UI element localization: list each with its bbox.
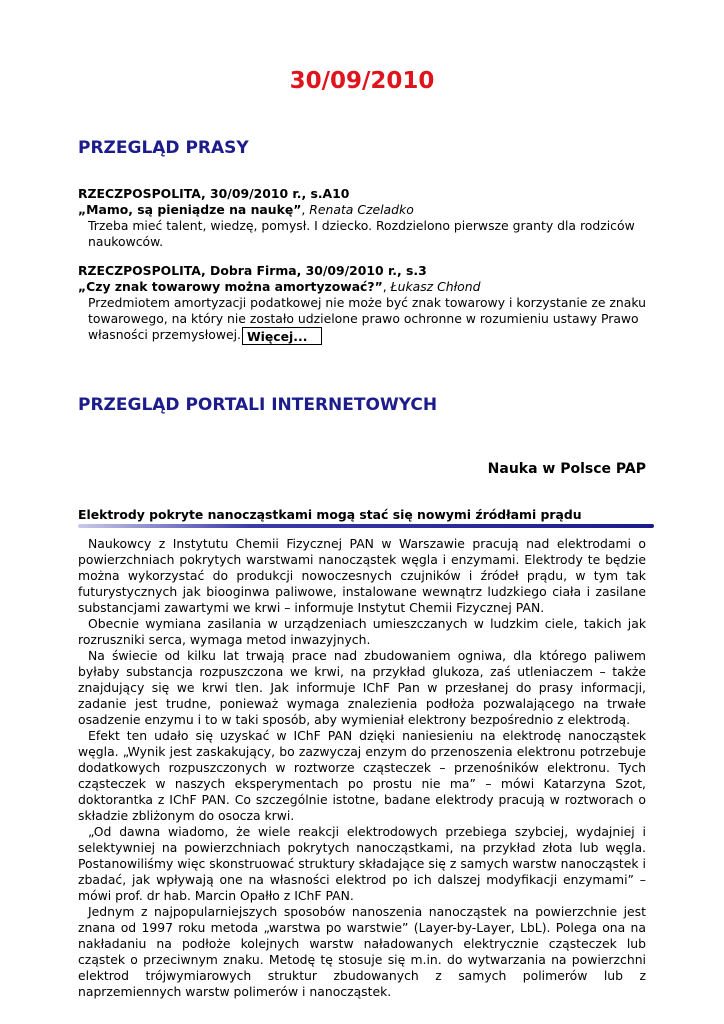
article-paragraph: Naukowcy z Instytutu Chemii Fizycznej PAN w Warszawie pracują nad elektrodami o powierzchniach pokrytych warstwami nanocząstek węgla i enzymami. Elektrody te będzie można wykorzystać do produkcji nowoczesnych czujników i źródeł prądu, w tym tak futurystycznych jak biooginwa paliwowe, instalowane wewnątrz ludzkiego ciała i zasilane substancjami zawartymi we krwi – informuje Instytut Chemii Fizycznej PAN.	[78, 536, 646, 615]
press-lead: Przedmiotem amortyzacji podatkowej nie może być znak towarowy i korzystanie ze znaku towarowego, na który nie zostało udzielone prawo ochronne w rozumieniu ustawy Prawo własności przemysłowej.	[88, 295, 647, 342]
press-review-heading: PRZEGLĄD PRASY	[78, 138, 249, 158]
press-author: Renata Czeladko	[309, 202, 414, 217]
more-link[interactable]: Więcej...	[242, 327, 322, 345]
press-source: RZECZPOSPOLITA, Dobra Firma, 30/09/2010 r., s.3	[78, 263, 427, 278]
press-author: Łukasz Chłond	[390, 279, 481, 294]
title-underline-divider	[78, 524, 654, 528]
portals-review-heading: PRZEGLĄD PORTALI INTERNETOWYCH	[78, 395, 438, 415]
article-paragraph: „Od dawna wiadomo, że wiele reakcji elektrodowych przebiega szybciej, wydajniej i selektywniej na powierzchniach pokrytych nanocząstkami, na przykład złota lub węgla. Postanowiliśmy więc skonstruować struktury składające się z samych warstw nanocząstek i zbadać, jak wpływają one na własności elektrod po ich dalszej modyfikacji enzymami” – mówi prof. dr hab. Marcin Opałło z IChF PAN.	[78, 824, 646, 903]
press-lead: Trzeba mieć talent, wiedzę, pomysł. I dziecko. Rozdzielono pierwsze granty dla rodziców naukowców.	[88, 218, 635, 249]
article-paragraph: Na świecie od kilku lat trwają prace nad zbudowaniem ogniwa, dla którego paliwem byłaby substancja rozpuszczona we krwi, na przykład glukoza, zaś utleniaczem – także znajdujący się we krwi tlen. Jak informuje IChF Pan w przesłanej do prasy informacji, zadanie jest trudne, ponieważ wymaga znalezienia podłoża pozwalającego na trwałe osadzenie enzymu i to w taki sposób, aby wymieniał elektrony bezpośrednio z elektrodą.	[78, 648, 646, 727]
press-lead-container	[78, 295, 646, 345]
article-paragraph: Jednym z najpopularniejszych sposobów nanoszenia nanocząstek na powierzchnie jest znana od 1997 roku metoda „warstwa po warstwie” (Layer-by-Layer, LbL). Polega ona na nakładaniu na podłoże kolejnych warstw naładowanych elektrycznie cząsteczek lub cząstek o przeciwnym znaku. Metodę tę stosuje się m.in. do wytwarzania na powierzchni elektrod trójwymiarowych struktur zbudowanych z samych polimerów lub z naprzemiennych warstw polimerów i nanocząstek.	[78, 904, 646, 999]
press-item: RZECZPOSPOLITA, Dobra Firma, 30/09/2010 r., s.3 „Czy znak towarowy można amortyzować?”, Łukasz Chłond Przedmiotem amortyzacji podatkowej nie może być znak towarowy i korzystanie ze znaku towarowego, na który nie zostało udzielone prawo ochronne w rozumieniu ustawy Prawo własności przemysłowej. Więcej...	[78, 263, 647, 344]
press-source: RZECZPOSPOLITA, 30/09/2010 r., s.A10	[78, 186, 350, 201]
article-paragraph: Efekt ten udało się uzyskać w IChF PAN dzięki naniesieniu na elektrodę nanocząstek węgla. „Wynik jest zaskakujący, bo zazwyczaj enzym do przenoszenia elektronu potrzebuje dodatkowych rozpuszczonych w roztworze cząsteczek – przenośników elektronu. Tych cząsteczek w naszych eksperymentach po prostu nie ma” – mówi Katarzyna Szot, doktorantka z IChF PAN. Co szczególnie istotne, badane elektrody pracują w roztworach o składzie zbliżonym do osocza krwi.	[78, 728, 646, 823]
press-title[interactable]: „Czy znak towarowy można amortyzować?”	[78, 279, 383, 294]
page-date: 30/09/2010	[289, 68, 435, 94]
article-title[interactable]: Elektrody pokryte nanocząstkami mogą stać się nowymi źródłami prądu	[78, 507, 582, 522]
article-paragraph: Obecnie wymiana zasilania w urządzeniach umieszczanych w ludzkim ciele, takich jak rozruszniki serca, wymaga metod inwazyjnych.	[78, 616, 646, 647]
portal-name: Nauka w Polsce PAP	[487, 461, 646, 477]
article-body	[78, 536, 646, 1000]
press-title[interactable]: „Mamo, są pieniądze na naukę”	[78, 202, 302, 217]
press-item: RZECZPOSPOLITA, 30/09/2010 r., s.A10 „Mamo, są pieniądze na naukę”, Renata Czeladko Trzeba mieć talent, wiedzę, pomysł. I dziecko. Rozdzielono pierwsze granty dla rodziców naukowców.	[78, 186, 646, 250]
